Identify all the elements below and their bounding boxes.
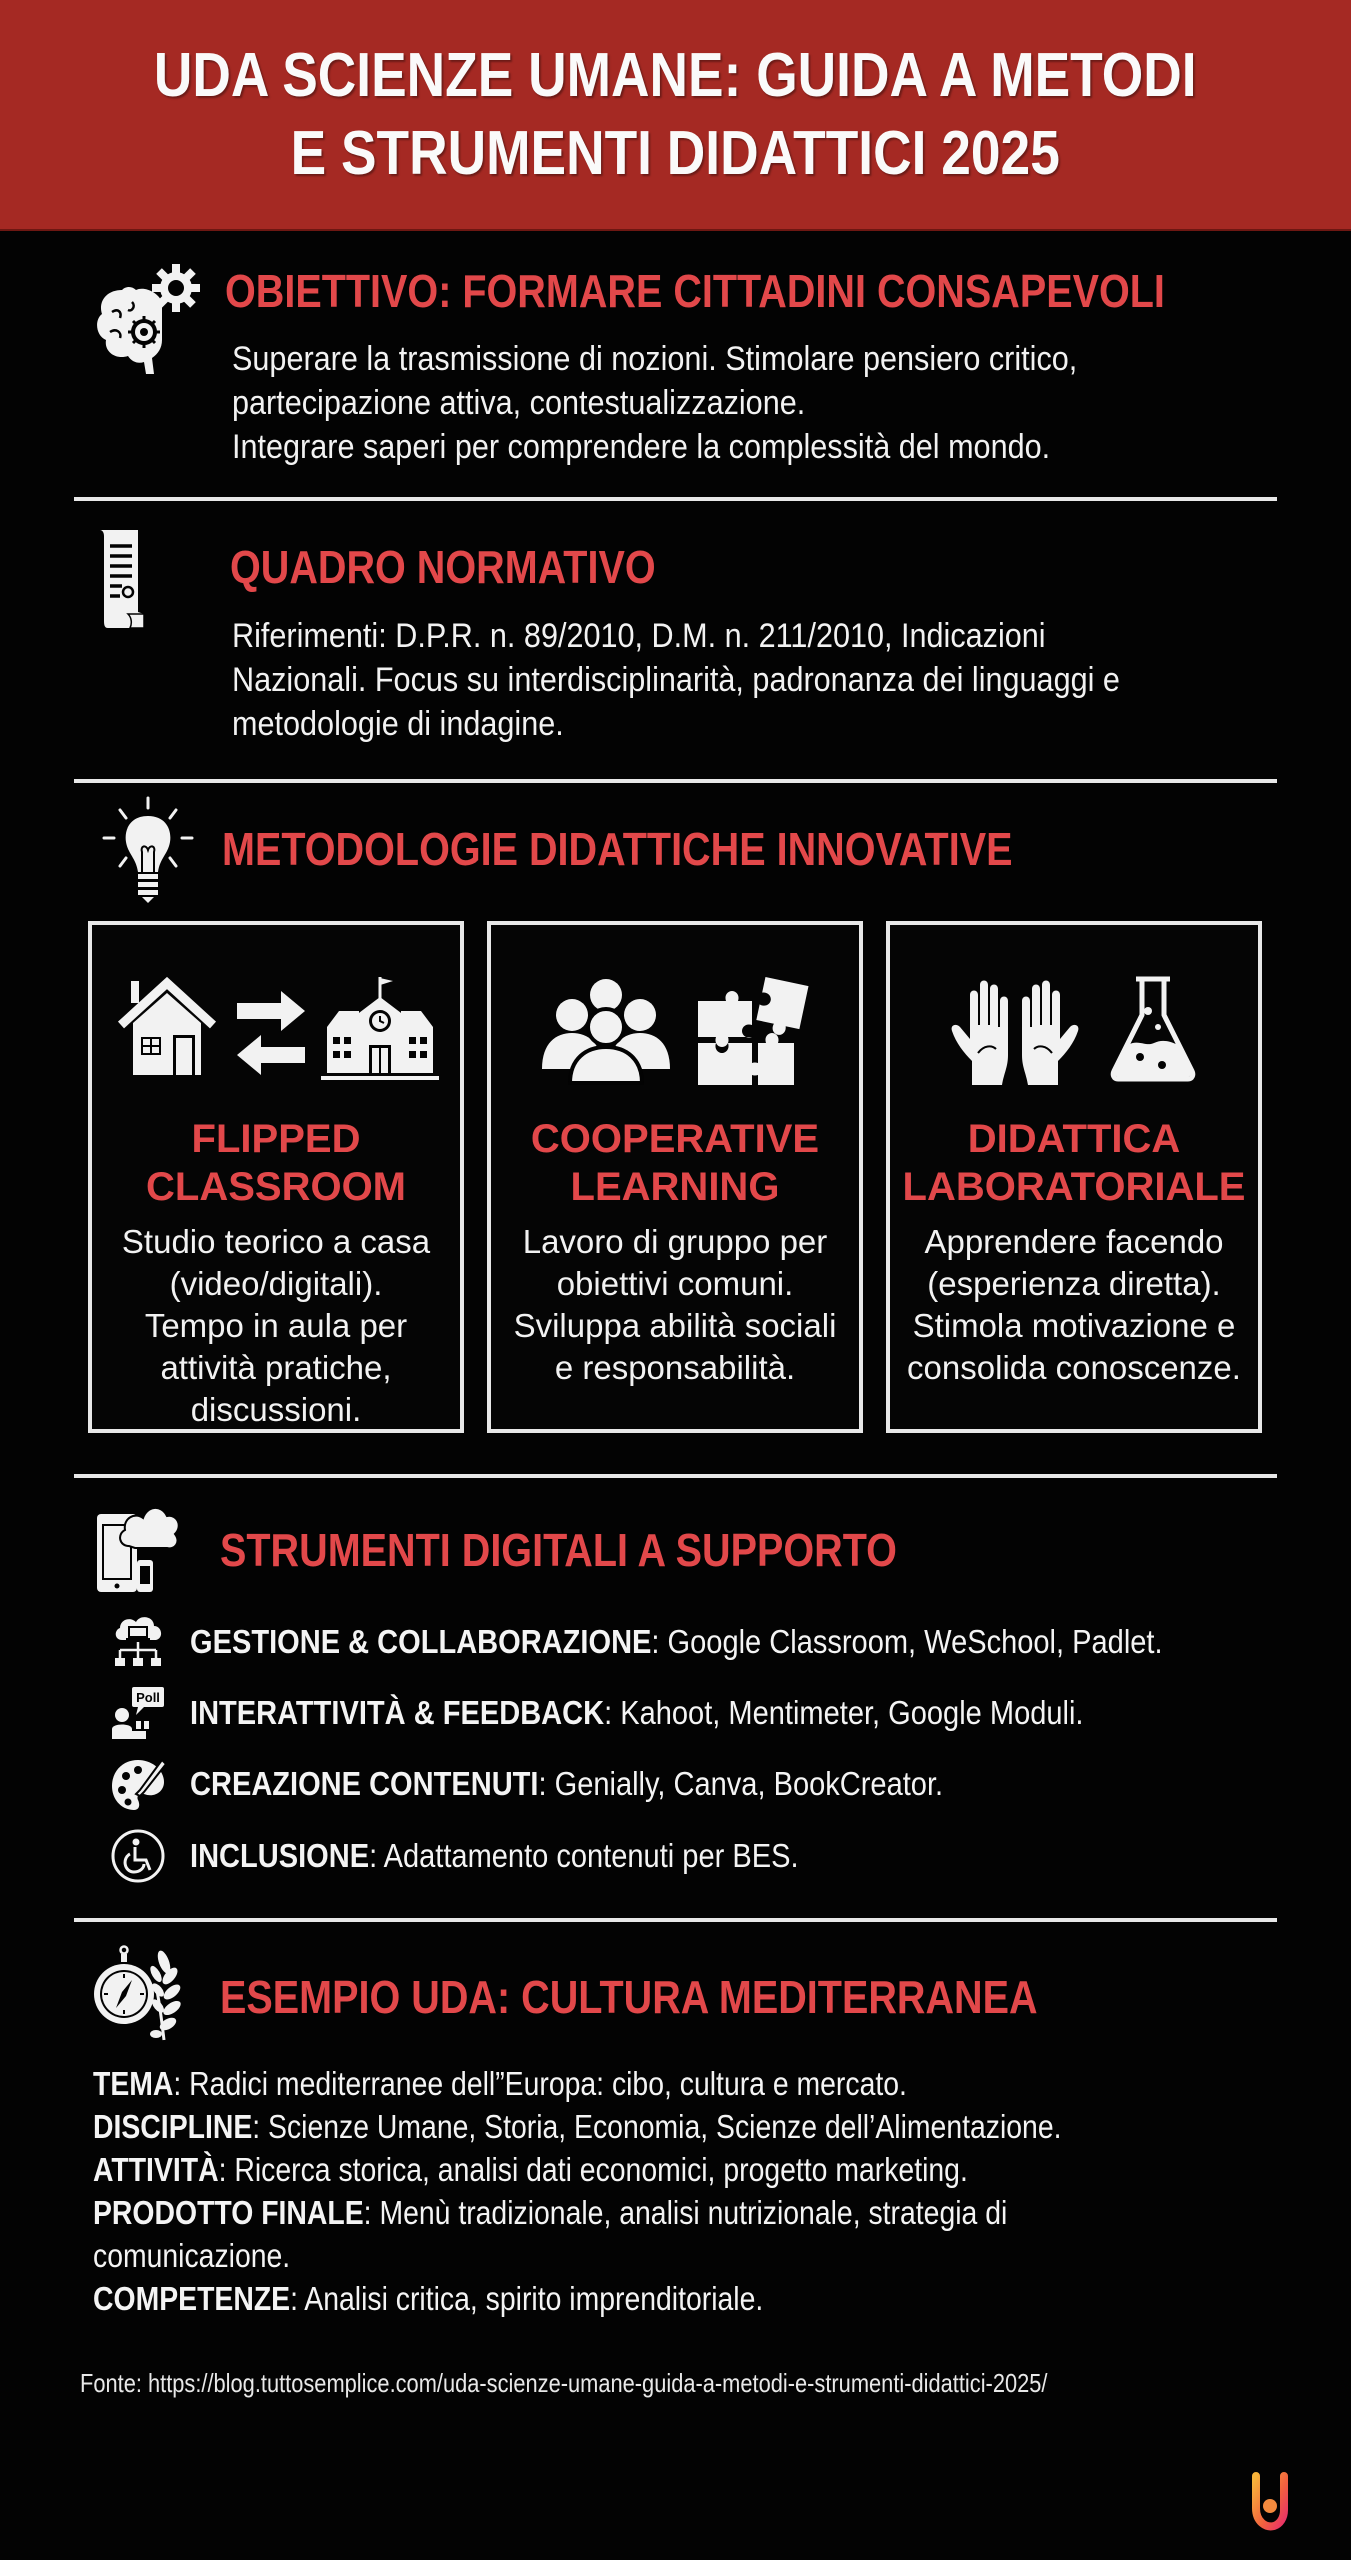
example-row-prodotto-finale xyxy=(93,2191,1062,2234)
section-title: STRUMENTI DIGITALI A SUPPORTO xyxy=(220,1524,897,1576)
school-icon xyxy=(321,975,439,1081)
card-title-line: FLIPPED xyxy=(191,1117,361,1161)
poll-text: Poll xyxy=(136,1690,160,1705)
cloud-network-icon xyxy=(110,1614,166,1670)
source-link[interactable]: Fonte: https://blog.tuttosemplice.com/uda-scienze-umane-guida-a-metodi-e-strumenti-didattici-2025/ xyxy=(80,2368,1048,2398)
body-line: Superare la trasmissione di nozioni. Stimolare pensiero critico, xyxy=(232,340,1078,378)
tool-row-content-creation xyxy=(110,1754,1046,1814)
scroll-document-icon xyxy=(98,528,146,630)
body-line: partecipazione attiva, contestualizzazione. xyxy=(232,384,806,422)
section-title: OBIETTIVO: FORMARE CITTADINI CONSAPEVOLI xyxy=(225,265,1165,317)
house-icon xyxy=(113,975,221,1079)
card-body-line: Stimola motivazione e xyxy=(912,1307,1236,1344)
row-value: : Ricerca storica, analisi dati economici, progetto marketing. xyxy=(218,2151,968,2188)
method-card-didattica-laboratoriale xyxy=(886,921,1262,1433)
section-body xyxy=(232,337,1077,469)
row-label: ATTIVITÀ xyxy=(93,2151,219,2188)
brand-logo-icon xyxy=(1250,2470,1290,2532)
title-line-2: E STRUMENTI DIDATTICI 2025 xyxy=(290,118,1061,188)
section-divider xyxy=(74,1474,1277,1478)
section-divider xyxy=(74,779,1277,783)
row-label: PRODOTTO FINALE xyxy=(93,2194,364,2231)
example-row-tema xyxy=(93,2062,1062,2105)
card-body xyxy=(92,1221,460,1431)
body-line: Riferimenti: D.P.R. n. 89/2010, D.M. n. 211/2010, Indicazioni xyxy=(232,617,1046,655)
tool-value: : Kahoot, Mentimeter, Google Moduli. xyxy=(604,1694,1084,1731)
row-label: DISCIPLINE xyxy=(93,2108,253,2145)
card-body-line: (video/digitali). xyxy=(169,1265,383,1302)
card-icons xyxy=(92,975,460,1095)
card-body-line: attività pratiche, xyxy=(160,1349,392,1386)
header-banner xyxy=(0,0,1351,231)
card-body-line: consolida conoscenze. xyxy=(907,1349,1241,1386)
tool-text xyxy=(190,1765,943,1803)
example-details xyxy=(93,2062,1219,2320)
card-body-line: discussioni. xyxy=(190,1391,362,1428)
tool-row-inclusion xyxy=(110,1826,882,1886)
palette-icon xyxy=(110,1756,166,1812)
tool-value: : Google Classroom, WeSchool, Padlet. xyxy=(651,1623,1163,1660)
card-body-line: Sviluppa abilità sociali xyxy=(513,1307,837,1344)
example-row-attivita xyxy=(93,2148,1062,2191)
row-value: : Analisi critica, spirito imprenditoriale. xyxy=(290,2280,764,2317)
section-title: QUADRO NORMATIVO xyxy=(230,541,656,593)
card-title xyxy=(491,1115,859,1211)
card-body-line: e responsabilità. xyxy=(554,1349,796,1386)
card-title-line: CLASSROOM xyxy=(146,1165,406,1209)
row-value: : Scienze Umane, Storia, Economia, Scienze dell’Alimentazione. xyxy=(252,2108,1062,2145)
section-body xyxy=(232,614,1120,746)
tool-text xyxy=(190,1694,1084,1732)
example-row-continuation xyxy=(93,2234,1062,2277)
card-body-line: obiettivi comuni. xyxy=(556,1265,794,1302)
tool-label: INTERATTIVITÀ & FEEDBACK xyxy=(190,1694,605,1731)
brain-gears-icon xyxy=(92,262,204,378)
row-value: comunicazione. xyxy=(93,2237,291,2274)
card-body xyxy=(491,1221,859,1389)
card-body xyxy=(890,1221,1258,1389)
row-value: : Menù tradizionale, analisi nutrizionale, strategia di xyxy=(363,2194,1008,2231)
accessibility-icon xyxy=(110,1828,166,1884)
card-title-line: LABORATORIALE xyxy=(902,1165,1246,1209)
puzzle-icon xyxy=(694,975,812,1087)
group-people-icon xyxy=(538,975,674,1085)
method-card-cooperative-learning xyxy=(487,921,863,1433)
poll-icon xyxy=(110,1685,166,1741)
body-line: Nazionali. Focus su interdisciplinarità, padronanza dei linguaggi e xyxy=(232,661,1120,699)
example-row-discipline xyxy=(93,2105,1062,2148)
card-title xyxy=(890,1115,1258,1211)
method-card-flipped-classroom xyxy=(88,921,464,1433)
card-icons xyxy=(890,975,1258,1095)
section-divider xyxy=(74,1918,1277,1922)
card-body-line: Studio teorico a casa xyxy=(121,1223,431,1260)
tool-label: CREAZIONE CONTENUTI xyxy=(190,1765,539,1802)
lightbulb-icon xyxy=(100,796,196,906)
example-row-competenze xyxy=(93,2277,1062,2320)
devices-cloud-icon xyxy=(95,1502,201,1594)
tool-value: : Genially, Canva, BookCreator. xyxy=(538,1765,944,1802)
tool-label: INCLUSIONE xyxy=(190,1837,370,1874)
body-line: Integrare saperi per comprendere la complessità del mondo. xyxy=(232,428,1051,466)
row-label: TEMA xyxy=(93,2065,174,2102)
tool-label: GESTIONE & COLLABORAZIONE xyxy=(190,1623,652,1660)
swap-arrows-icon xyxy=(235,975,307,1079)
tool-row-interactivity xyxy=(110,1683,1205,1743)
row-label: COMPETENZE xyxy=(93,2280,291,2317)
section-divider xyxy=(74,497,1277,501)
body-line: metodologie di indagine. xyxy=(232,705,564,743)
flask-icon xyxy=(1108,975,1198,1083)
card-title-line: DIDATTICA xyxy=(967,1117,1181,1161)
tool-text xyxy=(190,1837,799,1875)
card-title-line: COOPERATIVE xyxy=(530,1117,820,1161)
section-title: ESEMPIO UDA: CULTURA MEDITERRANEA xyxy=(220,1971,1038,2023)
card-body-line: Apprendere facendo xyxy=(924,1223,1224,1260)
card-body-line: Lavoro di gruppo per xyxy=(522,1223,828,1260)
page-title xyxy=(154,37,1197,193)
tool-text xyxy=(190,1623,1163,1661)
card-body-line: (esperienza diretta). xyxy=(927,1265,1221,1302)
compass-laurel-icon xyxy=(94,1944,206,2044)
title-line-1: UDA SCIENZE UMANE: GUIDA A METODI xyxy=(154,40,1197,110)
row-value: : Radici mediterranee dell”Europa: cibo, cultura e mercato. xyxy=(173,2065,907,2102)
card-title xyxy=(92,1115,460,1211)
card-body-line: Tempo in aula per xyxy=(144,1307,408,1344)
tool-row-management xyxy=(110,1612,1295,1672)
tool-value: : Adattamento contenuti per BES. xyxy=(369,1837,799,1874)
section-title: METODOLOGIE DIDATTICHE INNOVATIVE xyxy=(222,823,1013,875)
raised-hands-icon xyxy=(950,975,1080,1085)
card-title-line: LEARNING xyxy=(570,1165,780,1209)
card-icons xyxy=(491,975,859,1095)
